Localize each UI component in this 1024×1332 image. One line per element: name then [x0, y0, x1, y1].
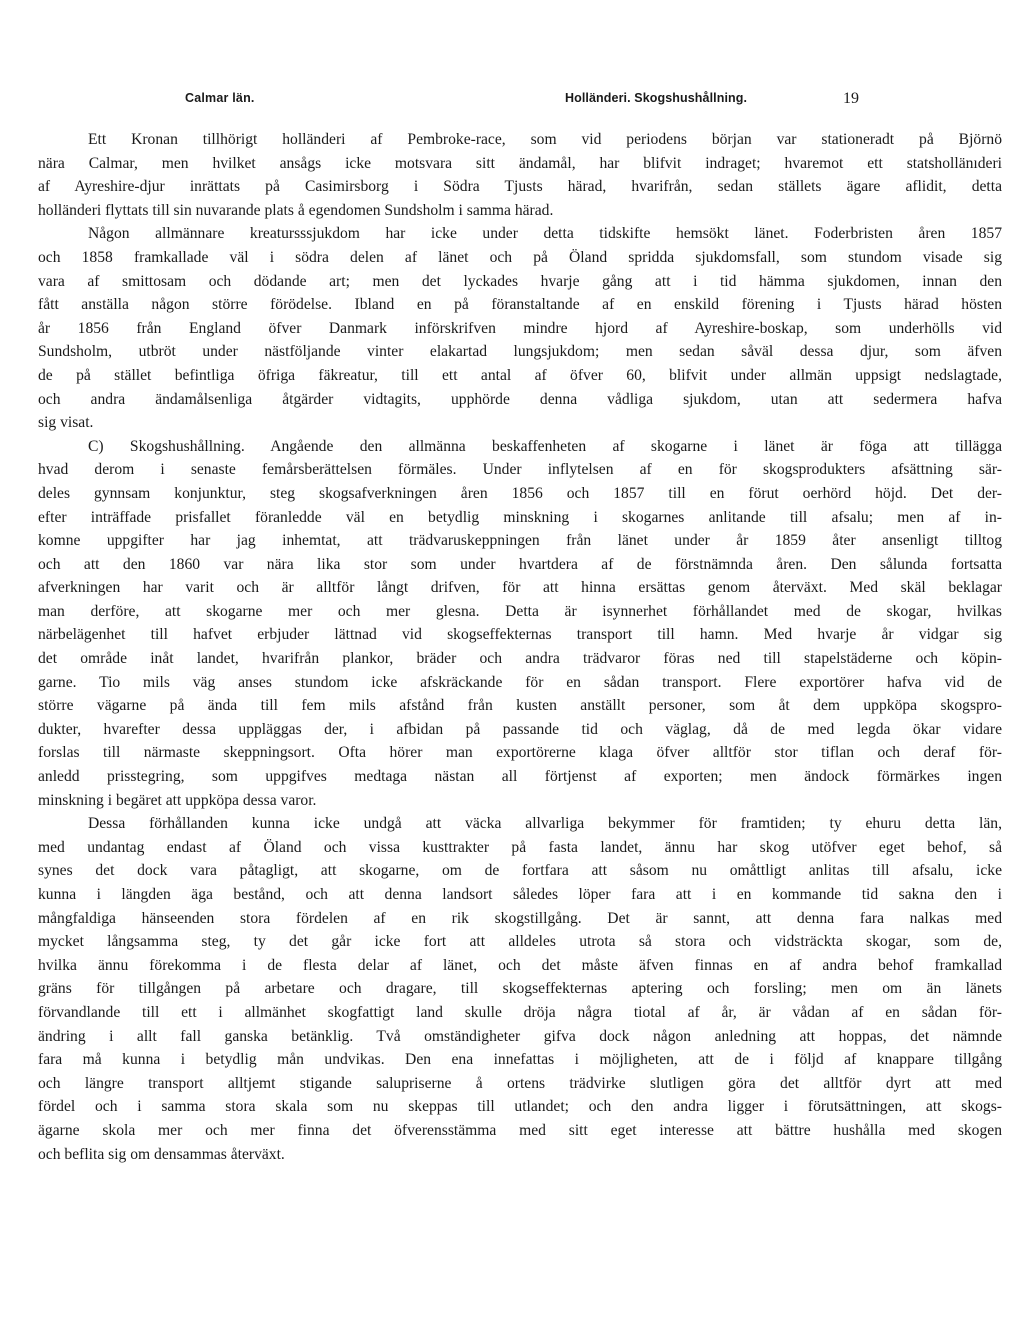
text-line: sig visat.	[38, 414, 94, 432]
text-line: synes det dock vara påtagligt, att skogarne, om de fortfara att såsom nu omåttligt anlitas till afsalu, icke	[38, 862, 1002, 880]
document-page	[38, 0, 1002, 1332]
text-line: kunna i längden äga bestånd, och att denna landsort således löper fara att i en kommande tid sakna den i	[38, 886, 1002, 903]
text-line: förvandlande till ett i allmänhet skogfattigt land skulle dröja några tiotal af år, är vådan af en sådan för-	[38, 1003, 1002, 1021]
text-line: Ett Kronan tillhörigt holländeri af Pembroke-race, som vid periodens början var stationeradt på Björnö	[88, 131, 1002, 148]
text-line: ägarne skola mer och mer finna det öfverensstämma med sitt eget interesse att bättre hushålla med skogen	[38, 1121, 1002, 1139]
text-line: och andra ändamålsenliga åtgärder vidtagits, upphörde denna vådliga sjukdom, utan att sedermera hafva	[38, 390, 1002, 408]
text-line: forslas till närmaste skeppningsort. Ofta hörer man exportörerne klaga öfver alltför stor tiflan och deraf för-	[38, 744, 1002, 762]
text-line: Någon allmännare kreatursssjukdom har icke under detta tidskifte hemsökt länet. Foderbristen åren 1857	[88, 225, 1002, 243]
text-line: och att den 1860 var nära lika stor som under hvartdera af de förstnämnda åren. Den sålunda fortsatta	[38, 555, 1002, 573]
text-line: och 1858 framkallade väl i södra delen af länet och på Öland spridda sjukdomsfall, som stundom visade sig	[38, 248, 1002, 266]
text-line: Dessa förhållanden kunna icke undgå att väcka allvarliga bekymmer för framtiden; ty ehuru detta län,	[88, 815, 1002, 833]
text-line: hvilka ännu förekomma i de flesta delar af länet, och det måste äfven finnas en af andra behof framkallad	[38, 956, 1002, 974]
header-section-title: Holländeri. Skogshushållning.	[565, 91, 748, 105]
text-line: anledd prisstegring, som uppgifves medtaga nästan all förtjenst af exporten; men ändock förmärkes ingen	[38, 768, 1002, 786]
text-line: och beflita sig om densammas återväxt.	[38, 1145, 285, 1163]
text-line: komne uppgifter har jag inhemtat, att trädvaruskeppningen från länet under år 1859 åter ansenligt tilltog	[38, 532, 1002, 550]
text-line: Sundsholm, utbröt under nästföljande vinter elakartad lungsjukdom; men sedan såväl dessa djur, som äfven	[38, 343, 1002, 361]
text-line: fara må kunna i betydlig mån undvikas. Den ena innefattas i möjligheten, att de i följd af knappare tillgång	[38, 1051, 1002, 1069]
text-line: efter inträffade prisfallet föranledde väl en betydlig minskning i skogarnes anlitande till afsalu; men af in-	[38, 508, 1002, 526]
text-line: holländeri flyttats till sin nuvarande plats å egendomen Sundsholm i samma härad.	[38, 201, 554, 219]
page-header	[38, 91, 1002, 113]
text-line: dukter, hvarefter dessa uppläggas der, i afbidan på passande tid och väglag, då de med legda ökar vidare	[38, 720, 1002, 738]
text-line: fått anställa någon större förödelse. Ibland en på föranstaltande af en enskild förening i Tjusts härad hösten	[38, 296, 1002, 314]
text-line: C) Skogshushållning. Angående den allmänna beskaffenheten af skogarne i länet är föga att tillägga	[88, 437, 1002, 455]
text-line: deles gynnsam konjunktur, steg skogsafverkningen åren 1856 och 1857 till en förut oerhörd höjd. Det der-	[38, 484, 1002, 502]
text-line: och längre transport alltjemt stigande salupriserne å ortens trädvirke slutligen göra det alltför dyrt att med	[38, 1074, 1002, 1092]
text-line: gräns för tillgången på arbetare och dragare, till skogseffekternas aptering och forsling; men om än länets	[38, 980, 1002, 998]
text-line: de på stället befintliga öfriga fäkreatur, till ett antal af öfver 60, blifvit under allmän uppsigt nedslagtade,	[38, 366, 1002, 384]
text-line: man derföre, att skogarne mer och mer glesna. Detta är isynnerhet förhållandet med de skogar, hvilkas	[38, 602, 1002, 620]
text-line: det område inåt landet, hvarifrån plankor, bräder och andra trädvaror föras ned till stapelstäderne och köpin-	[38, 650, 1002, 668]
header-county: Calmar län.	[185, 91, 255, 105]
text-line: hvad derom i senaste femårsberättelsen förmäles. Under inflytelsen af en för skogsprodukters afsättning sär-	[38, 461, 1002, 479]
text-line: afverkningen har varit och är alltför långt drifven, för att hinna ersättas genom återväxt. Med skäl beklagar	[38, 579, 1002, 597]
text-line: mycket långsamma steg, ty det går icke fort att alldeles utrota så stora och vidsträckta skogar, som de,	[38, 933, 1002, 951]
text-line: vara af smittosam och dödande art; men det lyckades hvarje gång att i tid hämma sjukdomen, innan den	[38, 272, 1002, 290]
text-line: garne. Tio mils väg anses stundom icke afskräckande för en sådan transport. Flere exportörer hafva vid de	[38, 673, 1002, 691]
text-line: fördel och i samma stora skala som nu skeppas till utlandet; och den andra ligger i förutsättningen, att skogs-	[38, 1098, 1002, 1116]
text-line: minskning i begäret att uppköpa dessa varor.	[38, 791, 317, 809]
text-line: med undantag endast af Öland och vissa kusttrakter på fasta landet, ännu har skog utöfver eget behof, så	[38, 838, 1002, 856]
page-number: 19	[843, 90, 859, 107]
text-line: ändring i allt fall ganska betänklig. Två omständigheter gifva dock någon anledning att hoppas, det nämnde	[38, 1027, 1002, 1045]
text-line: mångfaldiga hänseenden stora fördelen af en rik skogstillgång. Det är sannt, att denna fara nalkas med	[38, 909, 1002, 927]
body-text	[38, 128, 1002, 1166]
text-line: större vägarne på ända till fem mils afstånd från kusten anställt personer, som åt dem uppköpa skogspro-	[38, 697, 1002, 715]
text-line: af Ayreshire-djur inrättats på Casimirsborg i Södra Tjusts härad, hvarifrån, sedan ställets ägare aflidit, detta	[38, 178, 1002, 196]
text-line: nära Calmar, men hvilket ansågs icke motsvara sitt ändamål, har blifvit indraget; hvaremot ett statshollänıderi	[38, 154, 1002, 172]
text-line: år 1856 från England öfver Danmark införskrifven mindre hjord af Ayreshire-boskap, som underhölls vid	[38, 319, 1002, 337]
text-line: närbelägenhet till hafvet erbjuder lättnad vid skogseffekternas transport till hamn. Med hvarje år vidgar sig	[38, 626, 1002, 644]
